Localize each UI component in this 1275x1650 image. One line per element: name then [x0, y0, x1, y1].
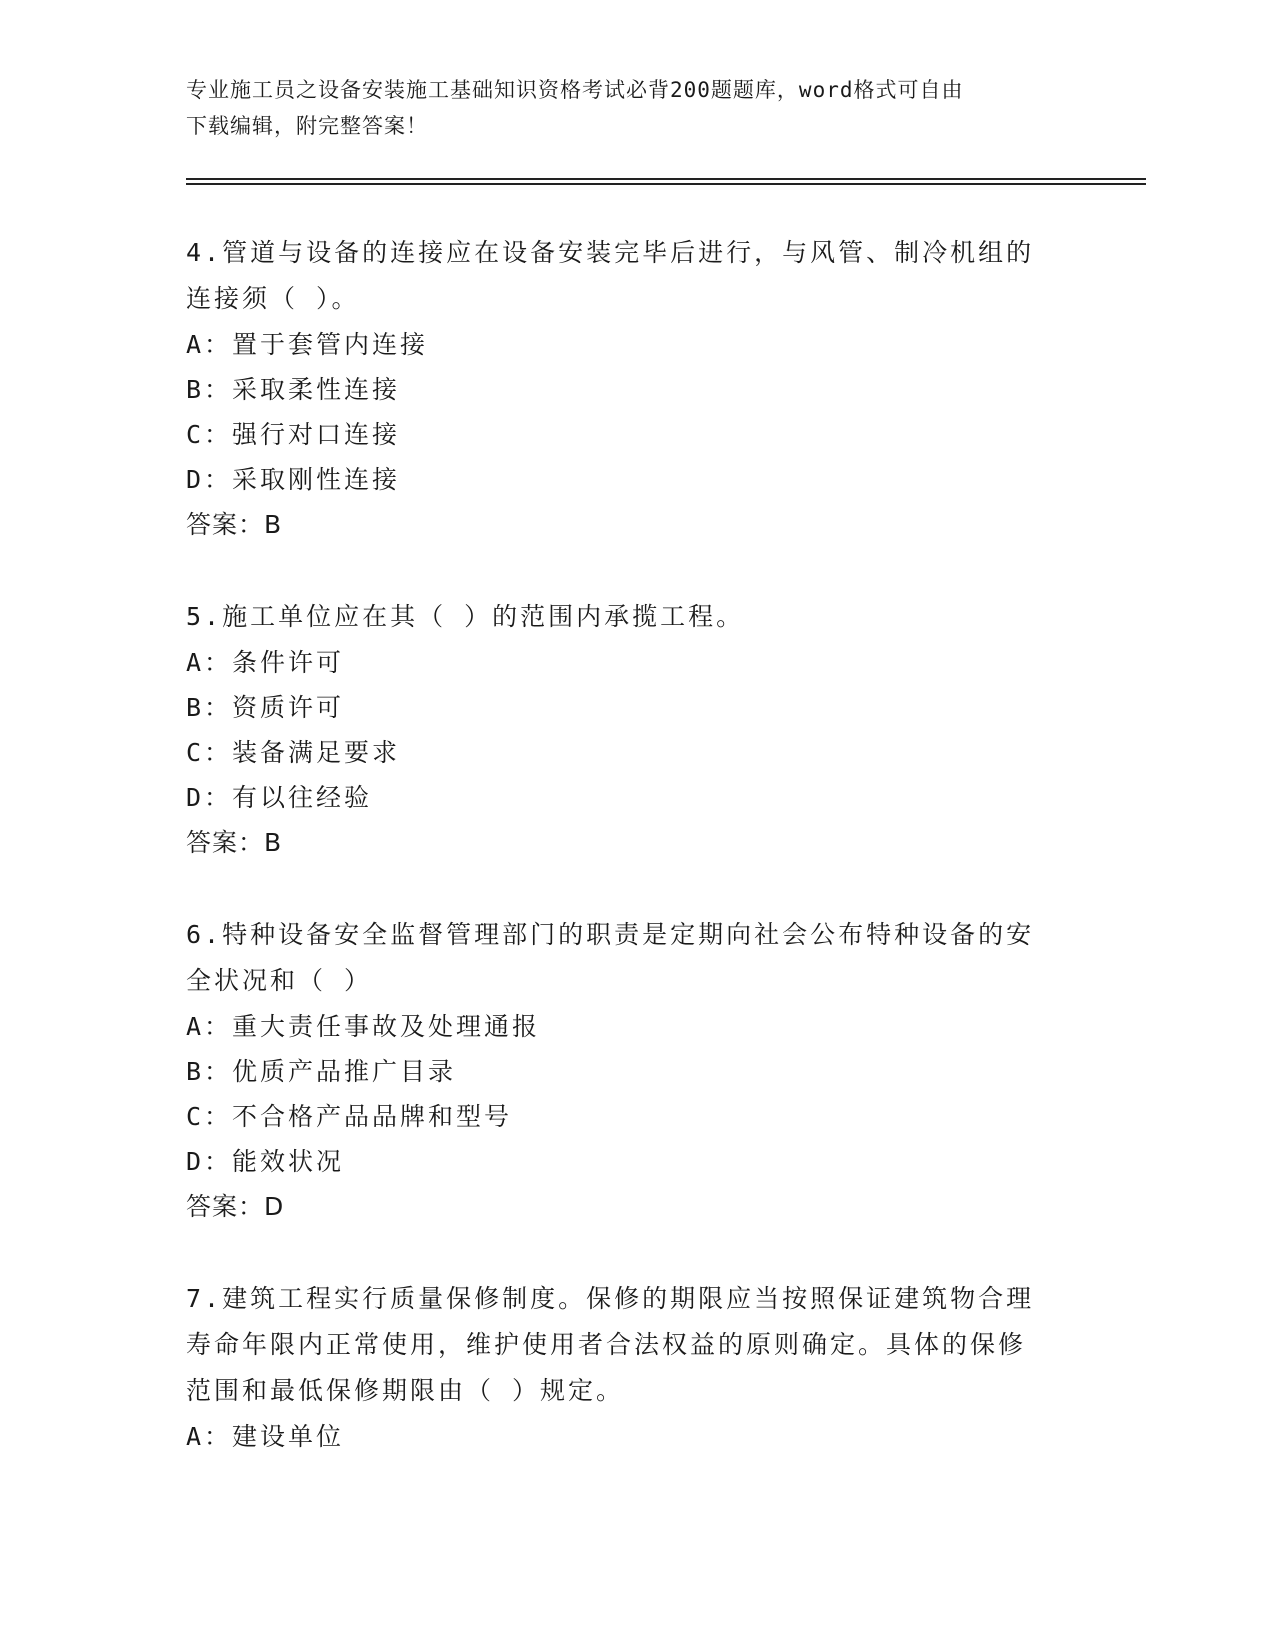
question-4-answer: 答案：B: [186, 510, 283, 539]
question-6-option-b: B：优质产品推广目录: [186, 1057, 457, 1086]
question-5-option-b: B：资质许可: [186, 693, 345, 722]
question-6-option-a: A：重大责任事故及处理通报: [186, 1012, 541, 1041]
question-5: [186, 594, 1066, 866]
question-6-option-c: C：不合格产品品牌和型号: [186, 1102, 513, 1131]
question-4-option-b: B：采取柔性连接: [186, 375, 401, 404]
spacer: [186, 866, 1066, 912]
question-6-line-1: 6.特种设备安全监督管理部门的职责是定期向社会公布特种设备的安: [186, 920, 1035, 949]
header-divider-bottom: [186, 183, 1146, 185]
question-6: [186, 912, 1066, 1230]
header-line-1: 专业施工员之设备安装施工基础知识资格考试必背200题题库，word格式可自由: [186, 78, 964, 102]
question-4-option-a: A：置于套管内连接: [186, 330, 429, 359]
question-5-option-c: C：装备满足要求: [186, 738, 401, 767]
question-6-answer: 答案：D: [186, 1192, 285, 1221]
question-7-line-2: 寿命年限内正常使用，维护使用者合法权益的原则确定。具体的保修: [186, 1330, 1027, 1359]
header-line-2: 下载编辑，附完整答案！: [186, 114, 428, 138]
spacer: [186, 1230, 1066, 1276]
question-4: [186, 230, 1066, 548]
question-6-option-d: D：能效状况: [186, 1147, 345, 1176]
header-divider-top: [186, 178, 1146, 180]
question-7-option-a: A：建设单位: [186, 1422, 345, 1451]
question-5-line-1: 5.施工单位应在其（ ）的范围内承揽工程。: [186, 602, 745, 631]
question-4-line-1: 4.管道与设备的连接应在设备安装完毕后进行，与风管、制冷机组的: [186, 238, 1035, 267]
question-7: [186, 1276, 1066, 1459]
question-4-option-d: D：采取刚性连接: [186, 465, 401, 494]
document-header: [186, 72, 1066, 144]
question-5-option-d: D：有以往经验: [186, 783, 373, 812]
question-4-option-c: C：强行对口连接: [186, 420, 401, 449]
question-4-line-2: 连接须（ ）。: [186, 284, 360, 313]
question-5-option-a: A：条件许可: [186, 648, 345, 677]
question-7-line-3: 范围和最低保修期限由（ ）规定。: [186, 1376, 625, 1405]
question-5-answer: 答案：B: [186, 828, 283, 857]
question-6-line-2: 全状况和（ ）: [186, 966, 373, 995]
question-list: [186, 230, 1066, 1459]
question-7-line-1: 7.建筑工程实行质量保修制度。保修的期限应当按照保证建筑物合理: [186, 1284, 1035, 1313]
spacer: [186, 548, 1066, 594]
